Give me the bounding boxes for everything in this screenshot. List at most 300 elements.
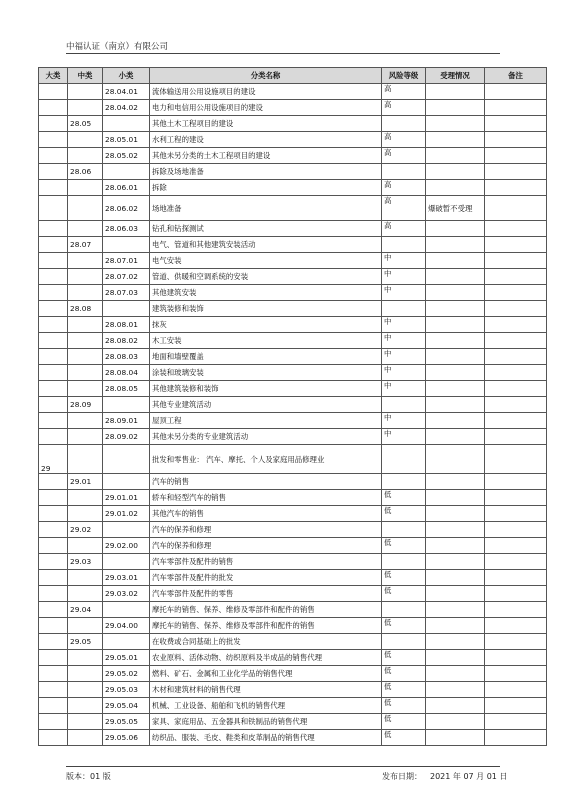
cell-risk (382, 602, 426, 618)
classification-table-container (38, 67, 546, 746)
table-row (39, 196, 547, 221)
cell-risk: 高 (382, 196, 426, 221)
cell-mid (68, 682, 103, 698)
table-row (39, 148, 547, 164)
cell-name: 其他建筑装修和装饰 (150, 381, 382, 397)
table-row (39, 349, 547, 365)
cell-risk (382, 116, 426, 132)
cell-major (39, 180, 68, 196)
cell-status (426, 269, 485, 285)
cell-name: 流体输送用公用设施项目的建设 (150, 84, 382, 100)
cell-small (103, 474, 150, 490)
cell-mid (68, 365, 103, 381)
publish-date: 2021 年 07 月 01 日 (430, 772, 508, 781)
cell-small: 28.08.02 (103, 333, 150, 349)
table-body (39, 84, 547, 746)
col-header-status: 受理情况 (426, 68, 485, 84)
publish-info (382, 771, 515, 782)
table-row (39, 164, 547, 180)
cell-mid (68, 586, 103, 602)
cell-status (426, 148, 485, 164)
cell-major (39, 301, 68, 317)
cell-name: 摩托车的销售、保养、维修及零部件和配件的销售 (150, 618, 382, 634)
table-row (39, 397, 547, 413)
cell-risk: 中 (382, 365, 426, 381)
cell-status (426, 666, 485, 682)
cell-small: 28.08.01 (103, 317, 150, 333)
cell-mid (68, 196, 103, 221)
cell-name: 场地准备 (150, 196, 382, 221)
cell-major (39, 333, 68, 349)
cell-small: 28.06.03 (103, 221, 150, 237)
cell-major (39, 365, 68, 381)
cell-note (485, 285, 547, 301)
cell-mid: 28.06 (68, 164, 103, 180)
cell-major (39, 506, 68, 522)
cell-risk: 低 (382, 698, 426, 714)
table-row (39, 445, 547, 474)
cell-risk (382, 301, 426, 317)
cell-major (39, 349, 68, 365)
col-header-mid: 中类 (68, 68, 103, 84)
cell-name: 农业原料、活体动物、纺织原料及半成品的销售代理 (150, 650, 382, 666)
cell-risk: 低 (382, 714, 426, 730)
cell-small (103, 554, 150, 570)
cell-note (485, 634, 547, 650)
cell-major (39, 164, 68, 180)
col-header-major: 大类 (39, 68, 68, 84)
cell-note (485, 365, 547, 381)
cell-small: 28.07.02 (103, 269, 150, 285)
cell-status (426, 285, 485, 301)
cell-mid (68, 618, 103, 634)
cell-name: 家具、家庭用品、五金器具和铁制品的销售代理 (150, 714, 382, 730)
cell-note (485, 148, 547, 164)
cell-status (426, 100, 485, 116)
cell-small: 29.05.02 (103, 666, 150, 682)
cell-note (485, 397, 547, 413)
cell-status (426, 333, 485, 349)
cell-risk: 低 (382, 586, 426, 602)
cell-small (103, 445, 150, 474)
cell-risk: 低 (382, 682, 426, 698)
cell-name: 轿车和轻型汽车的销售 (150, 490, 382, 506)
cell-mid (68, 698, 103, 714)
cell-risk: 中 (382, 381, 426, 397)
cell-name: 拆除 (150, 180, 382, 196)
cell-mid (68, 180, 103, 196)
cell-risk: 高 (382, 100, 426, 116)
table-row (39, 100, 547, 116)
cell-note (485, 538, 547, 554)
cell-status (426, 714, 485, 730)
table-row (39, 333, 547, 349)
cell-small (103, 397, 150, 413)
table-row (39, 116, 547, 132)
cell-note (485, 570, 547, 586)
cell-small: 29.04.00 (103, 618, 150, 634)
cell-status (426, 618, 485, 634)
cell-risk: 低 (382, 506, 426, 522)
table-row (39, 586, 547, 602)
table-row (39, 132, 547, 148)
cell-major (39, 490, 68, 506)
cell-risk: 高 (382, 84, 426, 100)
cell-note (485, 730, 547, 746)
cell-mid (68, 538, 103, 554)
table-row (39, 650, 547, 666)
cell-status (426, 132, 485, 148)
cell-small: 29.02.00 (103, 538, 150, 554)
cell-risk: 高 (382, 180, 426, 196)
cell-major (39, 413, 68, 429)
cell-status (426, 429, 485, 445)
cell-small: 28.08.03 (103, 349, 150, 365)
cell-mid: 29.05 (68, 634, 103, 650)
cell-status (426, 164, 485, 180)
cell-small: 28.05.02 (103, 148, 150, 164)
cell-small: 28.09.02 (103, 429, 150, 445)
cell-name: 屋顶工程 (150, 413, 382, 429)
table-row (39, 413, 547, 429)
table-header-row (39, 68, 547, 84)
cell-major (39, 221, 68, 237)
publish-date-label: 发布日期： (382, 772, 422, 781)
cell-status (426, 682, 485, 698)
table-row (39, 365, 547, 381)
cell-status (426, 730, 485, 746)
cell-mid (68, 445, 103, 474)
cell-note (485, 413, 547, 429)
cell-mid (68, 349, 103, 365)
cell-risk: 中 (382, 429, 426, 445)
cell-small: 29.05.05 (103, 714, 150, 730)
cell-risk: 中 (382, 413, 426, 429)
cell-note (485, 602, 547, 618)
cell-name: 其他土木工程项目的建设 (150, 116, 382, 132)
table-row (39, 698, 547, 714)
cell-small: 29.03.02 (103, 586, 150, 602)
cell-small: 28.08.04 (103, 365, 150, 381)
table-row (39, 490, 547, 506)
cell-risk: 低 (382, 490, 426, 506)
cell-note (485, 682, 547, 698)
table-row (39, 538, 547, 554)
cell-risk: 低 (382, 570, 426, 586)
cell-name: 机械、工业设备、船舶和飞机的销售代理 (150, 698, 382, 714)
cell-major (39, 84, 68, 100)
cell-mid: 28.07 (68, 237, 103, 253)
cell-mid: 28.05 (68, 116, 103, 132)
cell-name: 木材和建筑材料的销售代理 (150, 682, 382, 698)
cell-note (485, 196, 547, 221)
cell-major (39, 730, 68, 746)
table-row (39, 285, 547, 301)
cell-major (39, 429, 68, 445)
cell-mid (68, 269, 103, 285)
cell-risk: 中 (382, 269, 426, 285)
cell-major (39, 132, 68, 148)
cell-major (39, 714, 68, 730)
table-row (39, 221, 547, 237)
cell-major (39, 698, 68, 714)
table-row (39, 682, 547, 698)
table-row (39, 522, 547, 538)
cell-name: 燃料、矿石、金属和工业化学品的销售代理 (150, 666, 382, 682)
cell-status (426, 538, 485, 554)
cell-note (485, 445, 547, 474)
cell-note (485, 164, 547, 180)
cell-name: 电气、管道和其他建筑安装活动 (150, 237, 382, 253)
cell-major (39, 269, 68, 285)
cell-name: 钻孔和钻探测试 (150, 221, 382, 237)
cell-major: 29 (39, 445, 68, 474)
cell-mid (68, 413, 103, 429)
version-label: 版本：01 版 (66, 772, 111, 781)
cell-mid (68, 650, 103, 666)
cell-note (485, 301, 547, 317)
cell-risk (382, 474, 426, 490)
cell-small: 29.01.02 (103, 506, 150, 522)
cell-name: 汽车零部件及配件的销售 (150, 554, 382, 570)
cell-risk: 中 (382, 333, 426, 349)
cell-mid (68, 100, 103, 116)
cell-name: 摩托车的销售、保养、维修及零部件和配件的销售 (150, 602, 382, 618)
footer-divider (66, 766, 500, 767)
cell-status (426, 698, 485, 714)
cell-note (485, 650, 547, 666)
cell-small: 29.01.01 (103, 490, 150, 506)
cell-mid (68, 84, 103, 100)
cell-mid: 29.01 (68, 474, 103, 490)
cell-mid (68, 253, 103, 269)
cell-status: 爆破暂不受理 (426, 196, 485, 221)
cell-note (485, 333, 547, 349)
cell-major (39, 317, 68, 333)
cell-name: 水利工程的建设 (150, 132, 382, 148)
cell-name: 木工安装 (150, 333, 382, 349)
cell-risk (382, 634, 426, 650)
cell-small: 28.07.01 (103, 253, 150, 269)
cell-small: 29.05.03 (103, 682, 150, 698)
cell-mid (68, 666, 103, 682)
cell-name: 管道、供暖和空调系统的安装 (150, 269, 382, 285)
cell-name: 批发和零售业： 汽车、摩托、个人及家庭用品修理业 (150, 445, 382, 474)
cell-note (485, 132, 547, 148)
cell-major (39, 618, 68, 634)
cell-major (39, 148, 68, 164)
cell-major (39, 196, 68, 221)
cell-status (426, 634, 485, 650)
cell-name: 其他未另分类的专业建筑活动 (150, 429, 382, 445)
table-row (39, 634, 547, 650)
cell-name: 纺织品、服装、毛皮、鞋类和皮革制品的销售代理 (150, 730, 382, 746)
cell-status (426, 474, 485, 490)
cell-status (426, 490, 485, 506)
cell-mid (68, 429, 103, 445)
cell-status (426, 365, 485, 381)
col-header-note: 备注 (485, 68, 547, 84)
cell-risk: 中 (382, 285, 426, 301)
cell-risk: 高 (382, 132, 426, 148)
cell-major (39, 116, 68, 132)
table-row (39, 180, 547, 196)
cell-name: 汽车零部件及配件的批发 (150, 570, 382, 586)
cell-note (485, 714, 547, 730)
cell-major (39, 650, 68, 666)
cell-small (103, 634, 150, 650)
cell-major (39, 522, 68, 538)
cell-mid: 28.08 (68, 301, 103, 317)
cell-risk (382, 522, 426, 538)
cell-major (39, 381, 68, 397)
cell-small (103, 237, 150, 253)
cell-small (103, 301, 150, 317)
cell-status (426, 445, 485, 474)
cell-status (426, 180, 485, 196)
cell-name: 其他未另分类的土木工程项目的建设 (150, 148, 382, 164)
cell-major (39, 682, 68, 698)
cell-risk: 低 (382, 730, 426, 746)
cell-status (426, 253, 485, 269)
cell-small: 28.04.01 (103, 84, 150, 100)
cell-status (426, 397, 485, 413)
table-row (39, 730, 547, 746)
cell-mid (68, 570, 103, 586)
cell-name: 其他汽车的销售 (150, 506, 382, 522)
cell-mid (68, 317, 103, 333)
cell-major (39, 666, 68, 682)
cell-name: 抹灰 (150, 317, 382, 333)
cell-mid (68, 132, 103, 148)
cell-name: 涂装和玻璃安装 (150, 365, 382, 381)
cell-risk: 中 (382, 317, 426, 333)
cell-note (485, 253, 547, 269)
table-row (39, 474, 547, 490)
table-row (39, 253, 547, 269)
cell-status (426, 586, 485, 602)
cell-mid (68, 506, 103, 522)
cell-note (485, 474, 547, 490)
cell-mid: 29.02 (68, 522, 103, 538)
cell-note (485, 221, 547, 237)
cell-risk: 低 (382, 618, 426, 634)
cell-small: 28.04.02 (103, 100, 150, 116)
cell-note (485, 490, 547, 506)
cell-small: 28.06.01 (103, 180, 150, 196)
cell-note (485, 180, 547, 196)
cell-major (39, 586, 68, 602)
table-row (39, 381, 547, 397)
cell-name: 汽车的销售 (150, 474, 382, 490)
cell-note (485, 698, 547, 714)
cell-name: 地面和墙壁覆盖 (150, 349, 382, 365)
cell-note (485, 586, 547, 602)
cell-risk (382, 445, 426, 474)
cell-risk: 低 (382, 650, 426, 666)
col-header-small: 小类 (103, 68, 150, 84)
cell-small (103, 164, 150, 180)
cell-name: 汽车的保养和修理 (150, 538, 382, 554)
cell-note (485, 237, 547, 253)
table-row (39, 714, 547, 730)
cell-name: 建筑装修和装饰 (150, 301, 382, 317)
header-divider (66, 53, 500, 54)
cell-risk: 低 (382, 538, 426, 554)
cell-status (426, 570, 485, 586)
cell-status (426, 522, 485, 538)
cell-mid: 29.03 (68, 554, 103, 570)
cell-major (39, 602, 68, 618)
cell-small (103, 602, 150, 618)
cell-name: 电气安装 (150, 253, 382, 269)
cell-name: 电力和电信用公用设施项目的建设 (150, 100, 382, 116)
table-row (39, 570, 547, 586)
cell-name: 在收费或合同基础上的批发 (150, 634, 382, 650)
cell-note (485, 618, 547, 634)
cell-risk (382, 164, 426, 180)
cell-status (426, 413, 485, 429)
cell-major (39, 570, 68, 586)
cell-small: 29.05.04 (103, 698, 150, 714)
cell-name: 其他专业建筑活动 (150, 397, 382, 413)
cell-note (485, 381, 547, 397)
table-row (39, 602, 547, 618)
cell-mid (68, 714, 103, 730)
cell-small: 29.05.06 (103, 730, 150, 746)
cell-risk: 低 (382, 666, 426, 682)
col-header-name: 分类名称 (150, 68, 382, 84)
table-row (39, 429, 547, 445)
cell-note (485, 269, 547, 285)
cell-status (426, 317, 485, 333)
cell-name: 其他建筑安装 (150, 285, 382, 301)
col-header-risk: 风险等级 (382, 68, 426, 84)
table-row (39, 269, 547, 285)
table-row (39, 666, 547, 682)
cell-status (426, 221, 485, 237)
cell-mid (68, 285, 103, 301)
cell-name: 汽车的保养和修理 (150, 522, 382, 538)
cell-status (426, 237, 485, 253)
table-row (39, 506, 547, 522)
table-row (39, 84, 547, 100)
table-row (39, 301, 547, 317)
cell-small: 29.05.01 (103, 650, 150, 666)
cell-name: 拆除及场地准备 (150, 164, 382, 180)
cell-mid (68, 730, 103, 746)
cell-mid (68, 381, 103, 397)
cell-mid: 28.09 (68, 397, 103, 413)
cell-status (426, 116, 485, 132)
cell-mid: 29.04 (68, 602, 103, 618)
cell-small: 28.05.01 (103, 132, 150, 148)
cell-status (426, 554, 485, 570)
cell-risk: 中 (382, 253, 426, 269)
table-row (39, 317, 547, 333)
cell-major (39, 237, 68, 253)
cell-risk (382, 554, 426, 570)
cell-status (426, 602, 485, 618)
cell-status (426, 349, 485, 365)
cell-mid (68, 148, 103, 164)
cell-small: 28.06.02 (103, 196, 150, 221)
cell-note (485, 349, 547, 365)
cell-status (426, 301, 485, 317)
cell-major (39, 253, 68, 269)
cell-small: 28.08.05 (103, 381, 150, 397)
cell-major (39, 100, 68, 116)
